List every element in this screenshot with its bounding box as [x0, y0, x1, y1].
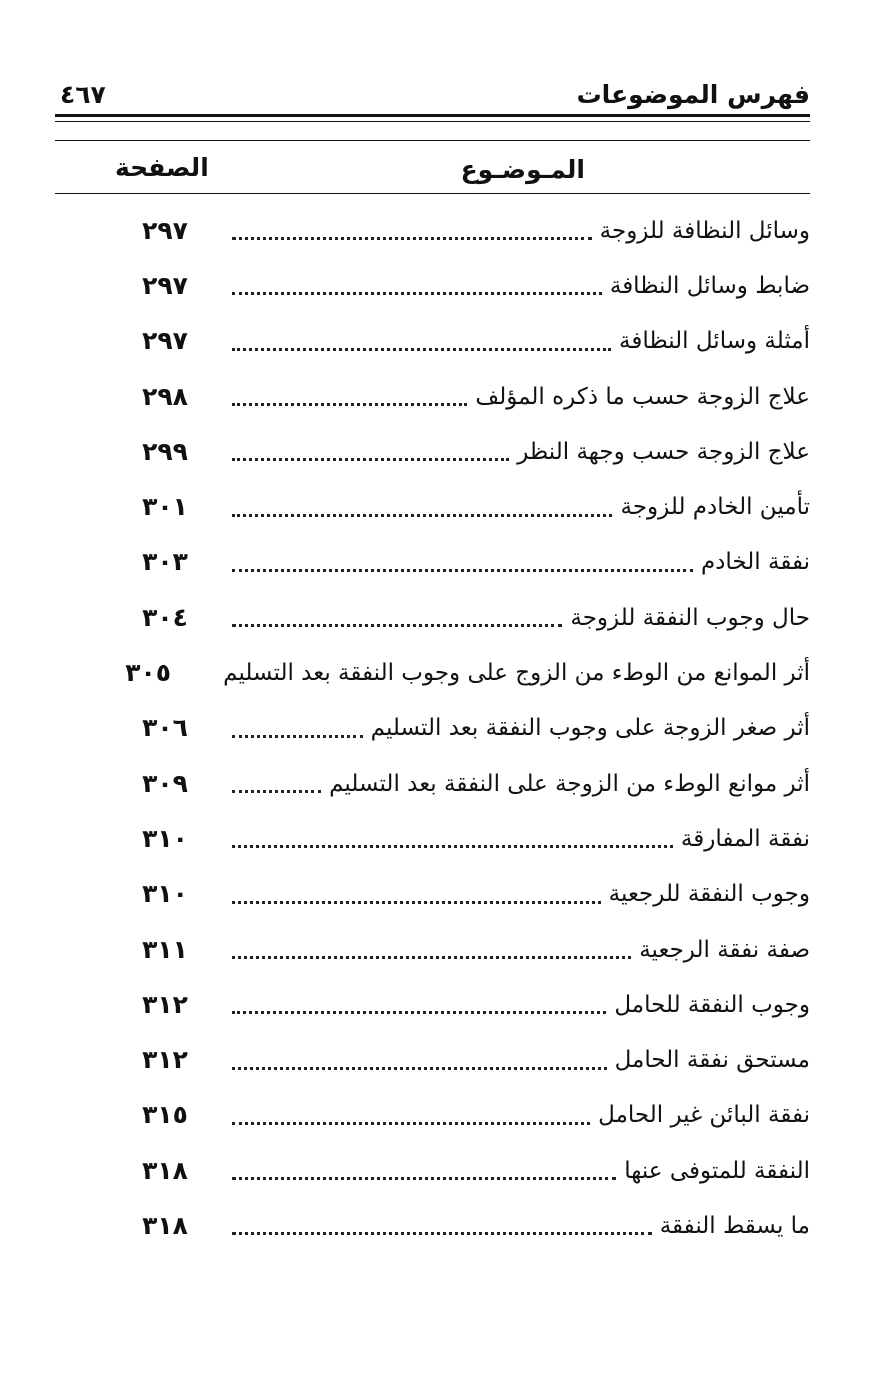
- entry-page-number: ٣١٥: [142, 1100, 188, 1130]
- entry-title: وجوب النفقة للحامل: [614, 991, 810, 1018]
- toc-entry: [60, 258, 810, 313]
- entry-title: مستحق نفقة الحامل: [614, 1047, 810, 1074]
- table-top-rule: [55, 140, 810, 141]
- entry-page-number: ٢٩٧: [142, 270, 188, 300]
- dot-leader: [232, 624, 562, 627]
- toc-entry: [60, 811, 810, 866]
- dot-leader: [232, 292, 602, 295]
- dot-leader: [232, 514, 612, 517]
- entry-page-number: ٣١٠: [142, 823, 188, 853]
- toc-entry: [60, 1032, 810, 1087]
- dot-leader: [232, 790, 321, 793]
- dot-leader: [232, 845, 673, 848]
- entry-title: علاج الزوجة حسب وجهة النظر: [517, 438, 810, 465]
- entry-page-number: ٣١٨: [142, 1155, 188, 1185]
- toc-entry: [60, 867, 810, 922]
- column-headers: [60, 150, 810, 190]
- page-column-header: الصفحة: [115, 153, 209, 182]
- entry-title: أمثلة وسائل النظافة: [619, 328, 810, 355]
- toc-entry: [60, 1143, 810, 1198]
- entry-page-number: ٣٠١: [142, 492, 188, 522]
- dot-leader: [232, 1011, 606, 1014]
- toc-entry: [60, 535, 810, 590]
- header-rule-thin: [55, 121, 810, 122]
- entry-title: حال وجوب النفقة للزوجة: [570, 604, 810, 631]
- page-number: ٤٦٧: [60, 80, 106, 109]
- toc-entry: [60, 369, 810, 424]
- dot-leader: [232, 1232, 652, 1235]
- entry-title: أثر صغر الزوجة على وجوب النفقة بعد التسليم: [370, 715, 810, 742]
- entry-title: صفة نفقة الرجعية: [639, 936, 810, 963]
- entry-title: أثر موانع الوطء من الزوجة على النفقة بعد التسليم: [329, 770, 810, 797]
- running-head: [60, 78, 810, 112]
- entry-page-number: ٣٠٩: [142, 768, 188, 798]
- dot-leader: [232, 458, 509, 461]
- entry-page-number: ٢٩٩: [142, 436, 188, 466]
- entry-title: نفقة الخادم: [700, 549, 810, 576]
- entry-page-number: ٣١٢: [142, 989, 188, 1019]
- dot-leader: [232, 735, 363, 738]
- entry-page-number: ٣٠٦: [142, 713, 188, 743]
- toc-entry: [60, 977, 810, 1032]
- toc-entry: [60, 424, 810, 479]
- toc-entry: [60, 645, 810, 700]
- toc-entry: [60, 590, 810, 645]
- entry-title: وسائل النظافة للزوجة: [599, 217, 810, 244]
- dot-leader: [232, 348, 611, 351]
- dot-leader: [232, 569, 693, 572]
- dot-leader: [232, 237, 592, 240]
- toc-entry: [60, 203, 810, 258]
- entry-page-number: ٢٩٧: [142, 215, 188, 245]
- entry-page-number: ٣١١: [142, 934, 188, 964]
- column-header-rule: [55, 193, 810, 194]
- entry-title: ضابط وسائل النظافة: [609, 272, 810, 299]
- toc-entry: [60, 922, 810, 977]
- toc-entry: [60, 1198, 810, 1253]
- entry-title: أثر الموانع من الوطء من الزوج على وجوب النفقة بعد التسليم: [223, 660, 810, 687]
- entry-title: نفقة المفارقة: [680, 825, 810, 852]
- entry-title: علاج الزوجة حسب ما ذكره المؤلف: [475, 383, 810, 410]
- entry-title: وجوب النفقة للرجعية: [608, 881, 810, 908]
- entry-page-number: ٣٠٤: [142, 602, 188, 632]
- entry-page-number: ٣١٠: [142, 879, 188, 909]
- dot-leader: [232, 1177, 616, 1180]
- running-title: فهرس الموضوعات: [576, 80, 810, 109]
- dot-leader: [232, 901, 601, 904]
- toc-entry: [60, 1088, 810, 1143]
- entry-title: ما يسقط النفقة: [659, 1212, 810, 1239]
- toc-entries: [60, 203, 810, 1254]
- toc-entry: [60, 314, 810, 369]
- entry-page-number: ٣٠٥: [125, 658, 172, 688]
- entry-page-number: ٣١٢: [142, 1045, 188, 1075]
- toc-entry: [60, 701, 810, 756]
- entry-page-number: ٣٠٣: [142, 547, 188, 577]
- entry-title: نفقة البائن غير الحامل: [598, 1102, 810, 1129]
- header-rule-thick: [55, 114, 810, 117]
- dot-leader: [232, 956, 631, 959]
- toc-entry: [60, 756, 810, 811]
- entry-page-number: ٣١٨: [142, 1210, 188, 1240]
- topic-column-header: المـوضـوع: [460, 155, 585, 184]
- dot-leader: [232, 403, 467, 406]
- dot-leader: [232, 1067, 607, 1070]
- entry-title: النفقة للمتوفى عنها: [624, 1157, 810, 1184]
- entry-page-number: ٢٩٧: [142, 326, 188, 356]
- toc-entry: [60, 479, 810, 534]
- entry-title: تأمين الخادم للزوجة: [620, 494, 810, 521]
- dot-leader: [232, 1122, 590, 1125]
- entry-page-number: ٢٩٨: [142, 381, 188, 411]
